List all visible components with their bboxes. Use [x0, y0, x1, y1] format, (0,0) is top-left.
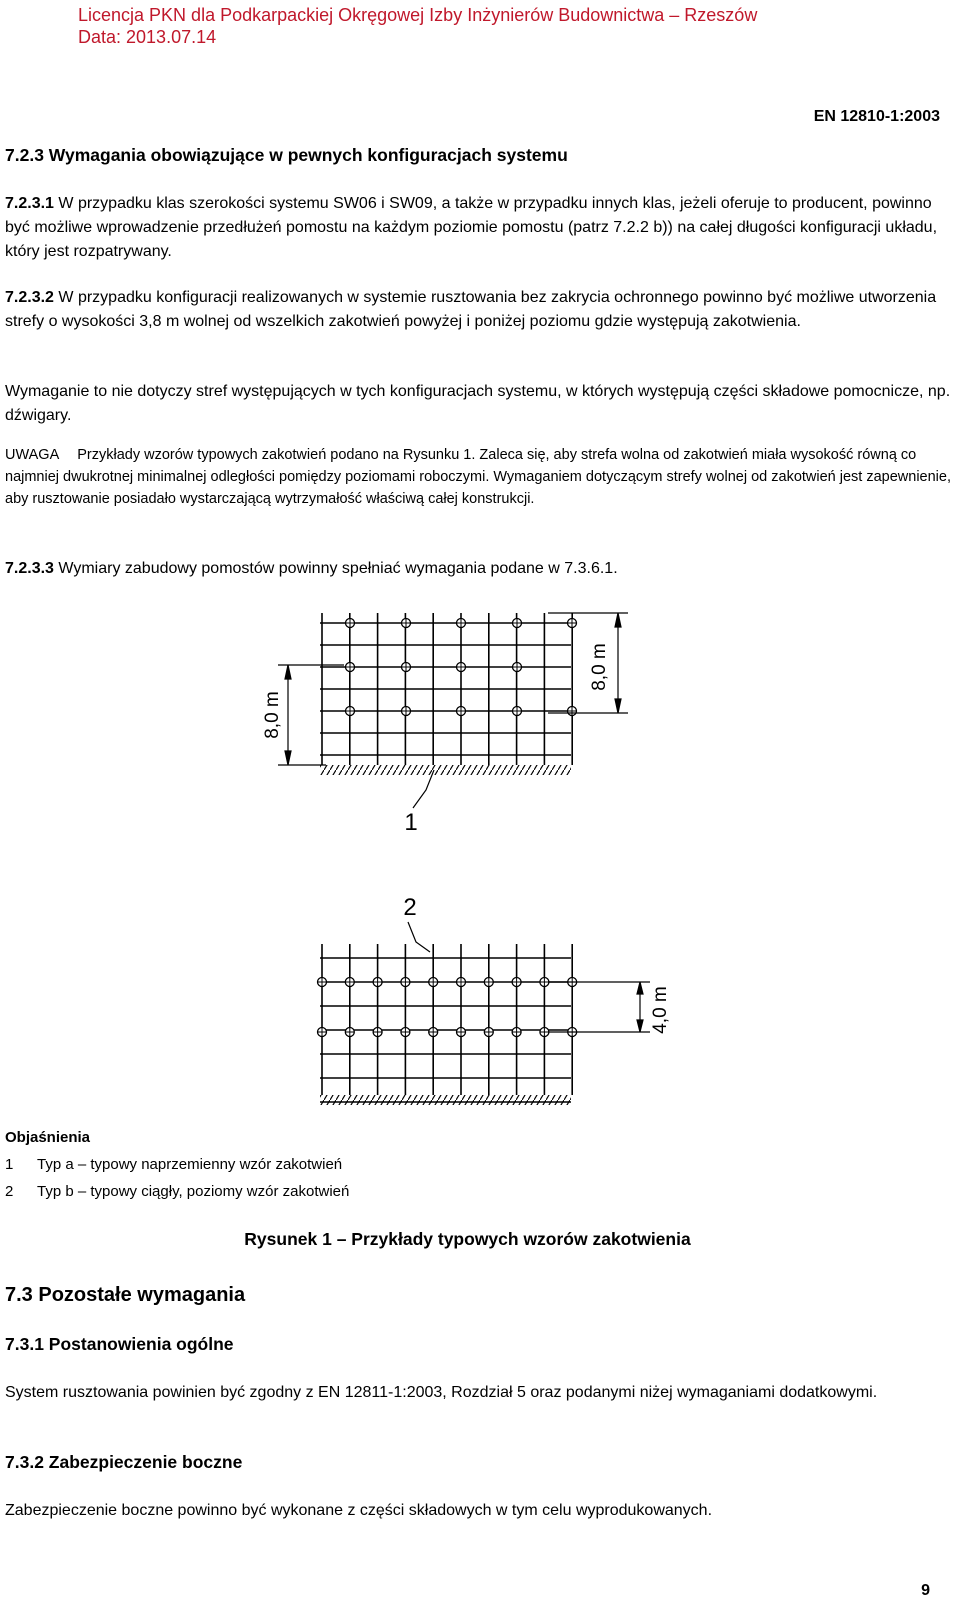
leader-2	[408, 922, 430, 952]
dimension-bottom	[548, 982, 650, 1032]
ground-hatch-top	[320, 765, 571, 775]
license-line: Licencja PKN dla Podkarpackiej Okręgowej Izby Inżynierów Budownictwa – Rzeszów	[78, 5, 758, 25]
legend-item-number: 2	[5, 1183, 14, 1200]
note	[5, 444, 960, 510]
grid-type-b	[320, 944, 572, 1102]
ground-hatch-bottom	[320, 1095, 571, 1105]
legend-title: Objaśnienia	[5, 1129, 91, 1146]
grid-type-a	[320, 613, 572, 765]
legend-item	[5, 1156, 342, 1173]
dimension-top-right	[548, 613, 628, 713]
page-number: 9	[921, 1582, 930, 1599]
section-heading-7-3-2: 7.3.2 Zabezpieczenie boczne	[5, 1452, 243, 1472]
legend-item-text: Typ a – typowy naprzemienny wzór zakotwień	[37, 1156, 343, 1173]
figure-caption: Rysunek 1 – Przykłady typowych wzorów zakotwienia	[244, 1229, 691, 1249]
paragraph-7-3-2: Zabezpieczenie boczne powinno być wykonane z części składowych w tym celu wyprodukowanych.	[5, 1502, 713, 1519]
paragraph-7-2-3-1	[5, 192, 960, 264]
paragraph-exception: Wymaganie to nie dotyczy stref występujących w tych konfiguracjach systemu, w których występują części składowe pomocnicze, np. dźwigary.	[5, 383, 951, 424]
standard-number: EN 12810-1:2003	[813, 108, 940, 125]
paragraph-text: W przypadku klas szerokości systemu SW06 i SW09, a także w przypadku innych klas, jeżeli oferuje to producent, powinno być możliwe wprowadzenie przedłużeń pomostu na każdym poziomie pomostu (patrz 7.2.2 b)) na całej długości konfiguracji układu, który jest rozpatrywany.	[5, 195, 938, 260]
legend-item-number: 1	[5, 1156, 14, 1173]
date-line: Data: 2013.07.14	[78, 27, 217, 47]
section-heading-7-3: 7.3 Pozostałe wymagania	[5, 1284, 246, 1306]
paragraph-text: W przypadku konfiguracji realizowanych w systemie rusztowania bez zakrycia ochronnego powinno być możliwe utworzenia strefy o wysokości 3,8 m wolnej od wszelkich zakotwień powyżej i poniżej poziomu gdzie występują zakotwienia.	[5, 289, 937, 330]
dimension-top-left	[278, 665, 344, 765]
paragraph-number: 7.2.3.2	[5, 289, 54, 306]
dim-bottom-label: 4,0 m	[650, 986, 671, 1034]
paragraph-number: 7.2.3.3	[5, 560, 54, 577]
paragraph-number: 7.2.3.1	[5, 195, 54, 212]
anchorage-patterns-figure	[0, 610, 960, 1110]
note-label: UWAGA	[5, 447, 60, 463]
leader-1	[413, 770, 434, 808]
dim-top-right-label: 8,0 m	[589, 643, 610, 691]
label-1: 1	[404, 809, 418, 836]
dim-top-left-label: 8,0 m	[262, 691, 283, 739]
paragraph-7-3-1: System rusztowania powinien być zgodny z EN 12811-1:2003, Rozdział 5 oraz podanymi niżej wymaganiami dodatkowymi.	[5, 1384, 878, 1401]
label-2: 2	[403, 894, 417, 921]
paragraph-7-2-3-3	[5, 557, 960, 581]
note-text: Przykłady wzorów typowych zakotwień podano na Rysunku 1. Zaleca się, aby strefa wolna od zakotwień miała wysokość równą co najmniej dwukrotnej minimalnej odległości pomiędzy poziomami roboczymi. Wymaganiem dotyczącym strefy wolnej od zakotwień jest zapewnienie, aby rusztowanie posiadało wystarczającą wytrzymałość właściwą całej konstrukcji.	[5, 447, 951, 507]
anchors-type-b	[318, 978, 577, 1037]
paragraph-7-2-3-2	[5, 286, 960, 334]
legend-item-text: Typ b – typowy ciągły, poziomy wzór zakotwień	[37, 1183, 350, 1200]
section-heading-7-2-3: 7.2.3 Wymagania obowiązujące w pewnych konfiguracjach systemu	[5, 145, 568, 165]
legend-item	[5, 1183, 349, 1200]
paragraph-text: Wymiary zabudowy pomostów powinny spełniać wymagania podane w 7.3.6.1.	[58, 560, 618, 577]
section-heading-7-3-1: 7.3.1 Postanowienia ogólne	[5, 1334, 234, 1354]
